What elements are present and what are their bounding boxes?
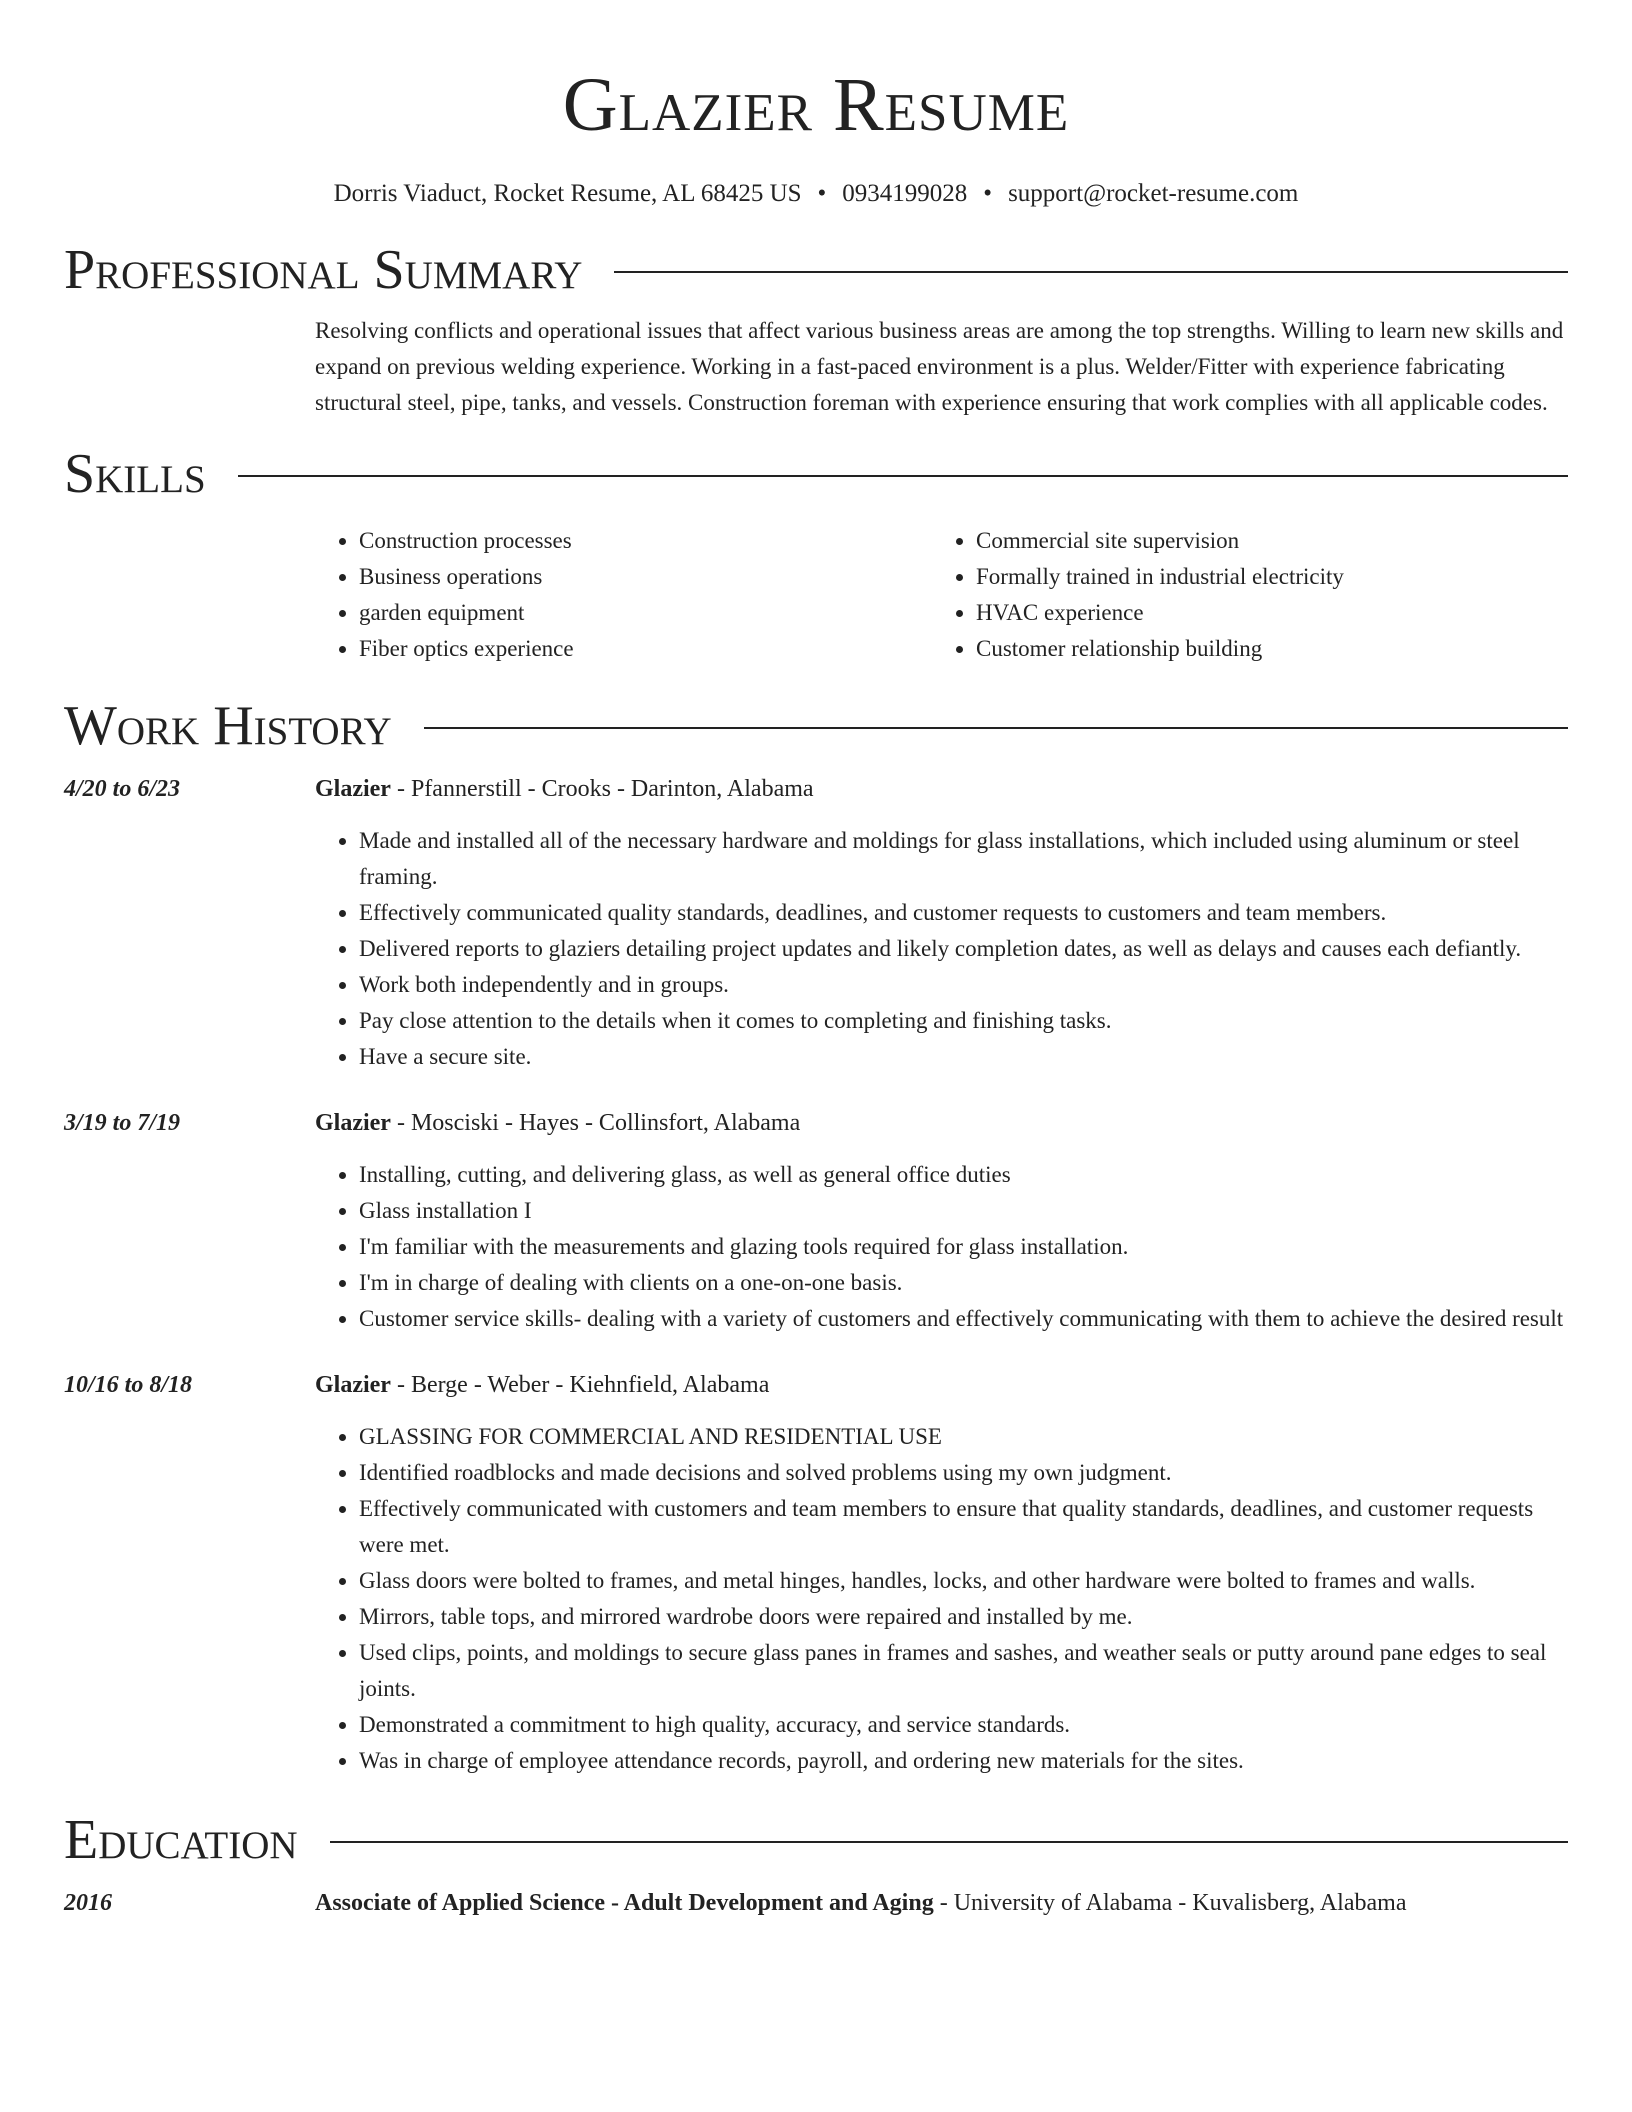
skills-heading: Skills [64, 443, 206, 505]
summary-heading: Professional Summary [64, 239, 583, 301]
contact-email: support@rocket-resume.com [1008, 180, 1299, 207]
section-divider [614, 271, 1568, 273]
job-title: Glazier [315, 1372, 391, 1398]
job-bullet: • Was in charge of employee attendance records, payroll, and ordering new materials for the sites. [359, 1743, 1568, 1779]
job-bullet: • I'm in charge of dealing with clients on a one-on-one basis. [359, 1265, 1568, 1301]
job-bullet: • Identified roadblocks and made decisions and solved problems using my own judgment. [359, 1455, 1568, 1491]
job-bullets [315, 1157, 1568, 1337]
work-header [64, 693, 1568, 759]
job-title: Glazier [315, 1110, 391, 1136]
education-section [0, 1807, 1632, 1921]
education-header [64, 1807, 1568, 1873]
job-bullet: • Glass doors were bolted to frames, and metal hinges, handles, locks, and other hardware were bolted to frames and walls. [359, 1563, 1568, 1599]
section-divider [238, 475, 1568, 477]
job-entry [64, 771, 1568, 1075]
skill-item: • Construction processes [359, 523, 932, 559]
job-date: 10/16 to 8/18 [64, 1372, 193, 1398]
job-bullet: • Glass installation I [359, 1193, 1568, 1229]
job-details [315, 1105, 1568, 1337]
skills-column-2 [932, 523, 1568, 667]
job-bullets [315, 823, 1568, 1075]
job-bullet: • Installing, cutting, and delivering glass, as well as general office duties [359, 1157, 1568, 1193]
contact-separator: • [817, 180, 827, 207]
job-title: Glazier [315, 776, 391, 802]
skills-section [0, 441, 1632, 667]
resume-title: Glazier Resume [562, 63, 1070, 147]
skill-item: • Fiber optics experience [359, 631, 932, 667]
skills-header [64, 441, 1568, 507]
job-title-line [315, 1367, 1568, 1403]
skill-item: • Formally trained in industrial electricity [976, 559, 1568, 595]
job-bullet: • Demonstrated a commitment to high quality, accuracy, and service standards. [359, 1707, 1568, 1743]
skill-item: • garden equipment [359, 595, 932, 631]
contact-line [0, 178, 1632, 210]
education-heading: Education [64, 1809, 298, 1871]
section-divider [424, 727, 1568, 729]
job-bullets [315, 1419, 1568, 1779]
summary-section [0, 237, 1632, 421]
job-date: 3/19 to 7/19 [64, 1110, 181, 1136]
section-divider [330, 1841, 1568, 1843]
job-bullet: • Delivered reports to glaziers detailing project updates and likely completion dates, as well as delays and causes each defiantly. [359, 931, 1568, 967]
contact-address: Dorris Viaduct, Rocket Resume, AL 68425 US [333, 180, 802, 207]
job-date: 4/20 to 6/23 [64, 776, 181, 802]
skills-grid [315, 523, 1568, 667]
job-bullet: • Work both independently and in groups. [359, 967, 1568, 1003]
contact-separator: • [983, 180, 993, 207]
job-details [315, 1367, 1568, 1779]
skills-column-1 [315, 523, 932, 667]
education-details [315, 1885, 1568, 1921]
skill-item: • Business operations [359, 559, 932, 595]
job-company: - Mosciski - Hayes - Collinsfort, Alabama [390, 1110, 801, 1136]
education-date: 2016 [64, 1890, 112, 1916]
job-details [315, 771, 1568, 1075]
summary-body [315, 313, 1568, 421]
job-bullet: • I'm familiar with the measurements and glazing tools required for glass installation. [359, 1229, 1568, 1265]
work-section [0, 693, 1632, 1779]
skill-item: • HVAC experience [976, 595, 1568, 631]
contact-phone: 0934199028 [842, 180, 968, 207]
job-company: - Pfannerstill - Crooks - Darinton, Alabama [390, 776, 814, 802]
job-title-line [315, 1105, 1568, 1141]
skill-item: • Commercial site supervision [976, 523, 1568, 559]
job-title-line [315, 771, 1568, 807]
job-bullet: • Customer service skills- dealing with a variety of customers and effectively communicating with them to achieve the desired result [359, 1301, 1568, 1337]
job-entry [64, 1105, 1568, 1337]
job-entry [64, 1367, 1568, 1779]
summary-header [64, 237, 1568, 303]
work-heading: Work History [64, 695, 392, 757]
education-entry [64, 1885, 1568, 1921]
job-bullet: • Pay close attention to the details when it comes to completing and finishing tasks. [359, 1003, 1568, 1039]
education-degree: Associate of Applied Science - Adult Development and Aging [315, 1890, 934, 1916]
job-bullet: • Used clips, points, and moldings to secure glass panes in frames and sashes, and weather seals or putty around pane edges to seal joints. [359, 1635, 1568, 1707]
job-bullet: • GLASSING FOR COMMERCIAL AND RESIDENTIAL USE [359, 1419, 1568, 1455]
job-bullet: • Effectively communicated with customers and team members to ensure that quality standards, deadlines, and customer requests were met. [359, 1491, 1568, 1563]
skill-item: • Customer relationship building [976, 631, 1568, 667]
summary-text: Resolving conflicts and operational issues that affect various business areas are among the top strengths. Willing to learn new skills and expand on previous welding experience. Working in a fast-paced environment is a plus. Welder/Fitter with experience fabricating structural steel, pipe, tanks, and vessels. Construction foreman with experience ensuring that work complies with all applicable codes. [315, 318, 1564, 415]
job-bullet: • Effectively communicated quality standards, deadlines, and customer requests to customers and team members. [359, 895, 1568, 931]
education-school: - University of Alabama - Kuvalisberg, Alabama [933, 1890, 1407, 1916]
job-bullet: • Mirrors, table tops, and mirrored wardrobe doors were repaired and installed by me. [359, 1599, 1568, 1635]
job-bullet: • Made and installed all of the necessary hardware and moldings for glass installations, which included using aluminum or steel framing. [359, 823, 1568, 895]
job-company: - Berge - Weber - Kiehnfield, Alabama [390, 1372, 770, 1398]
education-line [315, 1885, 1568, 1921]
job-bullet: • Have a secure site. [359, 1039, 1568, 1075]
